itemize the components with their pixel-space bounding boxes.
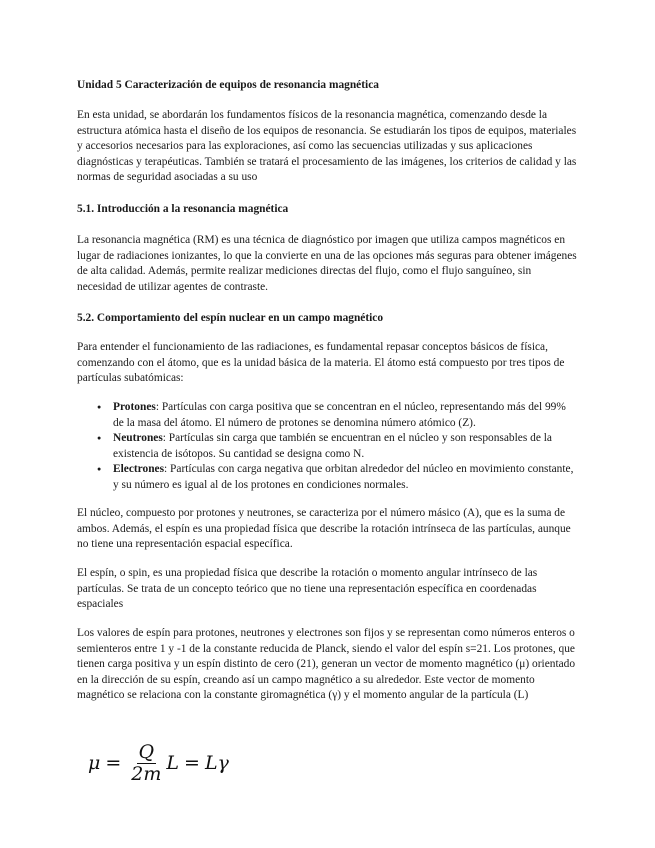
- section-5-2-paragraph-3: El espín, o spin, es una propiedad física que describe la rotación o momento angular intrínseco de las partículas. Se trata de un concepto teórico que no tiene una representación específica en coordenadas espaciales: [77, 567, 538, 611]
- page-title: Unidad 5 Caracterización de equipos de resonancia magnética: [77, 79, 379, 91]
- bullet-term: Protones: [113, 401, 156, 413]
- formula-equals: =: [105, 751, 122, 774]
- section-5-2-paragraph-4: Los valores de espín para protones, neutrones y electrones son fijos y se representan como números enteros o semienteros entre 1 y -1 de la constante reducida de Planck, siendo el valor del espín s=21. Los protones, que tienen carga positiva y un espín distinto de cero (21), generan un vector de momento magnético (μ) orientado en la dirección de su espín, creando así un campo magnético a su alrededor. Este vector de momento magnético se relaciona con la constante giromagnética (γ) y el momento angular de la partícula (L): [77, 627, 576, 702]
- formula-fraction: [131, 742, 161, 785]
- bullet-text: : Partículas con carga negativa que orbitan alrededor del núcleo en movimiento constante, y su número es igual al de los protones en condiciones normales.: [113, 463, 574, 491]
- formula-rhs: Lγ: [204, 751, 229, 774]
- bullet-term: Neutrones: [113, 432, 163, 445]
- list-item: [77, 400, 577, 431]
- section-5-2-paragraph-2: El núcleo, compuesto por protones y neutrones, se caracteriza por el número másico (A), que es la suma de ambos. Además, el espín es una propiedad física que describe la rotación intrínseca de las partículas, aunque no tiene una representación espacial específica.: [77, 507, 571, 551]
- section-heading-5-2: 5.2. Comportamiento del espín nuclear en un campo magnético: [77, 312, 384, 324]
- magnetic-moment-formula: [88, 742, 229, 785]
- formula-equals: =: [184, 751, 200, 774]
- bullet-term: Electrones: [113, 463, 165, 476]
- section-5-2-paragraph-1: Para entender el funcionamiento de las radiaciones, es fundamental repasar conceptos básicos de física, comenzando con el átomo, que es la unidad básica de la materia. El átomo está compuesto por tres tipos de partículas subatómicas:: [77, 341, 565, 385]
- bullet-text: : Partículas sin carga que también se encuentran en el núcleo y son responsables de la existencia de isótopos. Su cantidad se designa como N.: [113, 432, 552, 460]
- list-item: [77, 462, 577, 493]
- formula-denominator: 2m: [131, 763, 162, 785]
- intro-paragraph: En esta unidad, se abordarán los fundamentos físicos de la resonancia magnética, comenzando desde la estructura atómica hasta el diseño de los equipos de resonancia. Se estudiarán los tipos de equipos, materiales y accesorios necesarios para las exploraciones, así como las secuencias utilizadas y sus aplicaciones diagnósticas y terapéuticas. También se tratará el procesamiento de las imágenes, los criterios de calidad y las normas de seguridad asociadas a su uso: [77, 109, 577, 184]
- formula-mu: μ: [88, 751, 101, 774]
- bullet-text: : Partículas con carga positiva que se concentran en el núcleo, representando más del 99% de la masa del átomo. El número de protones se denomina número atómico (Z).: [113, 401, 566, 429]
- particle-list: [77, 400, 577, 494]
- section-5-1-paragraph: La resonancia magnética (RM) es una técnica de diagnóstico por imagen que utiliza campos magnéticos en lugar de radiaciones ionizantes, lo que la convierte en una de las opciones más seguras para obtener imágenes de alta calidad. Además, permite realizar mediciones directas del flujo, como el flujo sanguíneo, sin necesidad de utilizar agentes de contraste.: [77, 234, 577, 293]
- formula-angular-momentum: L: [166, 751, 180, 774]
- section-heading-5-1: 5.1. Introducción a la resonancia magnética: [77, 203, 289, 215]
- formula-numerator: Q: [138, 741, 155, 763]
- list-item: [77, 431, 577, 462]
